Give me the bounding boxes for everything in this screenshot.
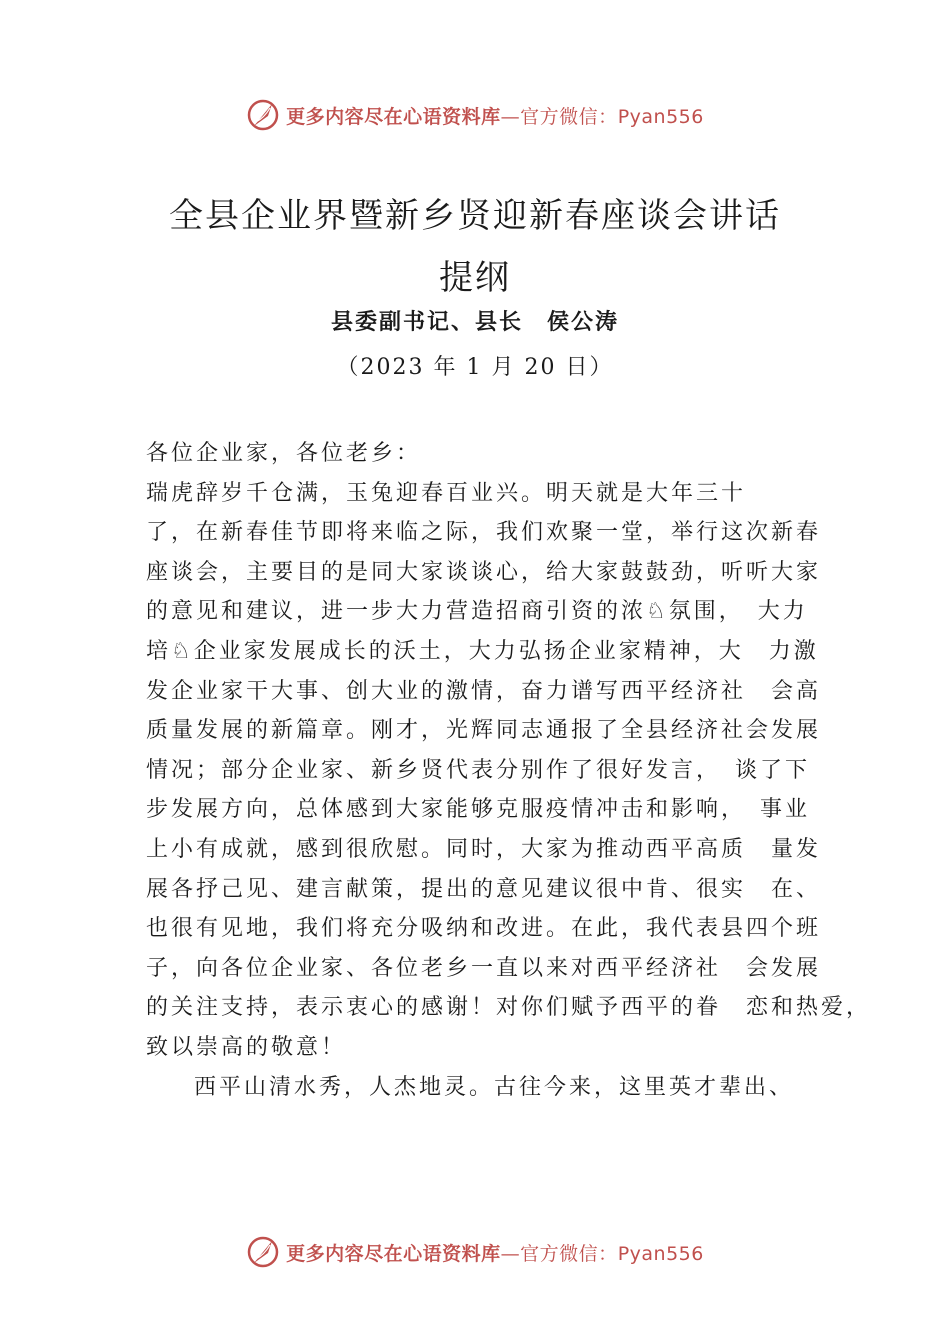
text-line: 也很有见地，我们将充分吸纳和改进。在此，我代表县四个班 (146, 916, 822, 942)
paragraph-continuation (146, 513, 872, 1067)
paragraph (146, 1068, 846, 1108)
text-line: 西平山清水秀，人杰地灵。古往今来，这里英才辈出、 (194, 1074, 795, 1100)
greeting: 各位企业家，各位老乡： (146, 441, 422, 466)
document-title: 全县企业界暨新乡贤迎新春座谈会讲话 (169, 196, 781, 236)
text-line: 上小有成就，感到很欣慰。同时，大家为推动西平高质 量发 (146, 836, 822, 862)
text-line: 座谈会，主要目的是同大家谈谈心，给大家鼓鼓劲，听听大家 (146, 559, 822, 585)
text-line: 子，向各位企业家、各位老乡一直以来对西平经济社 会发展 (146, 955, 822, 981)
text-line: 步发展方向，总体感到大家能够克服疫情冲击和影响， 事业 (146, 797, 811, 823)
quill-logo-icon (246, 1235, 280, 1269)
text-line: 致以崇高的敬意！ (146, 1034, 347, 1060)
watermark-header (0, 95, 950, 135)
author-line: 县委副书记、县长 侯公涛 (330, 309, 619, 335)
text-line: 质量发展的新篇章。刚才，光辉同志通报了全县经济社会发展 (146, 718, 822, 744)
document-body (146, 434, 872, 1107)
document-title-continued: 提纲 (439, 258, 511, 298)
watermark-text: 更多内容尽在心语资料库—官方微信：Pyan556 (286, 1242, 704, 1265)
watermark-footer (0, 1232, 950, 1272)
text-line: 了，在新春佳节即将来临之际，我们欢聚一堂，举行这次新春 (146, 520, 822, 546)
text-line: 的意见和建议，进一步大力营造招商引资的浓♘氛围， 大力 (146, 599, 808, 625)
paragraph (146, 474, 846, 514)
text-line: 的关注支持，表示衷心的感谢！对你们赋予西平的眷 恋和热爱， (146, 995, 872, 1021)
quill-logo-icon (246, 98, 280, 132)
watermark-text: 更多内容尽在心语资料库—官方微信：Pyan556 (286, 105, 704, 128)
text-line: 培♘企业家发展成长的沃土，大力弘扬企业家精神，大 力激 (146, 638, 819, 664)
text-line: 发企业家干大事、创大业的激情，奋力谱写西平经济社 会高 (146, 678, 822, 704)
date-line: （2023 年 1 月 20 日） (336, 355, 614, 380)
text-line: 瑞虎辞岁千仓满，玉兔迎春百业兴。明天就是大年三十 (146, 480, 747, 506)
text-line: 展各抒己见、建言献策，提出的意见建议很中肯、很实 在、 (146, 876, 822, 902)
text-line: 情况；部分企业家、新乡贤代表分别作了很好发言， 谈了下 (146, 757, 811, 783)
